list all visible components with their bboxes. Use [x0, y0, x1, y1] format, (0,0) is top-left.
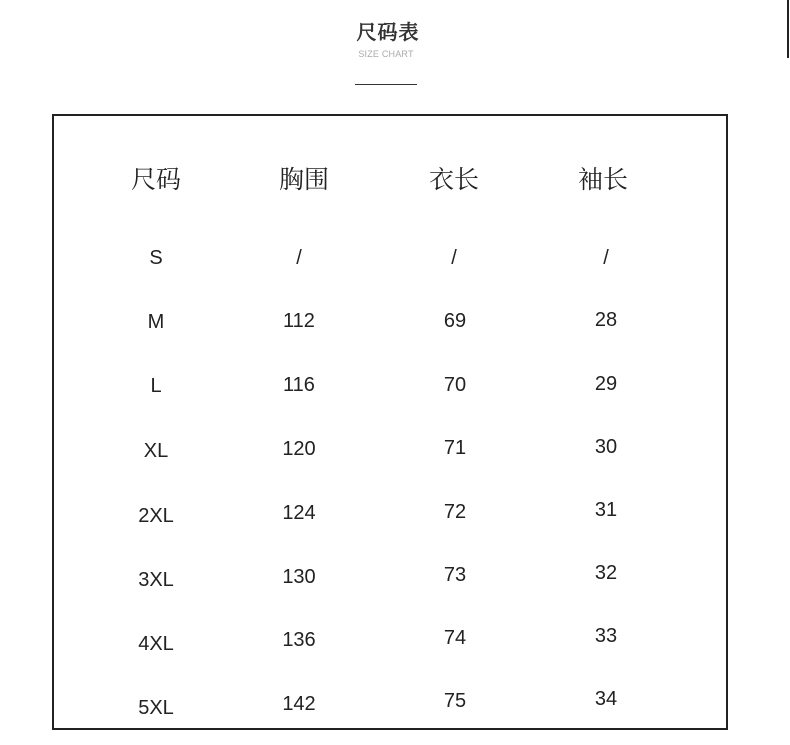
table-cell-size: 5XL [138, 697, 174, 719]
size-chart-table [52, 114, 728, 730]
table-cell-size: 3XL [138, 569, 174, 591]
table-cell-length: 69 [443, 310, 467, 332]
table-cell-length: 70 [443, 374, 467, 396]
table-cell-chest: 116 [283, 374, 315, 396]
table-cell-sleeve: 33 [594, 625, 618, 647]
table-cell-length: 73 [443, 564, 467, 586]
table-cell-sleeve: 28 [594, 309, 618, 331]
table-cell-chest: 142 [282, 693, 316, 715]
column-header-length: 衣长 [428, 165, 479, 194]
table-cell-chest: 136 [282, 629, 316, 651]
table-cell-sleeve: 29 [594, 373, 618, 395]
table-cell-sleeve: 31 [594, 499, 618, 521]
edge-divider-line [787, 0, 789, 58]
table-cell-size: L [150, 375, 162, 397]
table-cell-size: M [147, 311, 165, 333]
table-cell-sleeve: / [603, 247, 609, 269]
table-cell-size: XL [143, 440, 169, 462]
table-cell-length: 72 [443, 501, 467, 523]
table-cell-chest: 112 [283, 310, 315, 332]
table-cell-chest: 130 [282, 566, 316, 588]
table-cell-length: 71 [443, 437, 467, 459]
table-cell-length: 74 [443, 627, 467, 649]
page-title: 尺码表 [356, 20, 420, 44]
table-cell-sleeve: 32 [594, 562, 618, 584]
table-cell-chest: 120 [282, 438, 316, 460]
page-subtitle: SIZE CHART [358, 49, 414, 59]
table-cell-chest: 124 [282, 502, 316, 524]
table-cell-chest: / [296, 247, 302, 269]
column-header-sleeve: 袖长 [577, 165, 628, 194]
table-cell-length: 75 [443, 690, 467, 712]
table-cell-sleeve: 30 [594, 436, 618, 458]
column-header-size: 尺码 [130, 165, 181, 194]
title-underline [355, 84, 417, 85]
table-cell-length: / [451, 247, 457, 269]
column-header-chest: 胸围 [278, 165, 329, 194]
table-cell-size: 2XL [138, 505, 174, 527]
table-cell-size: S [149, 247, 163, 269]
table-cell-sleeve: 34 [594, 688, 618, 710]
table-cell-size: 4XL [138, 633, 174, 655]
